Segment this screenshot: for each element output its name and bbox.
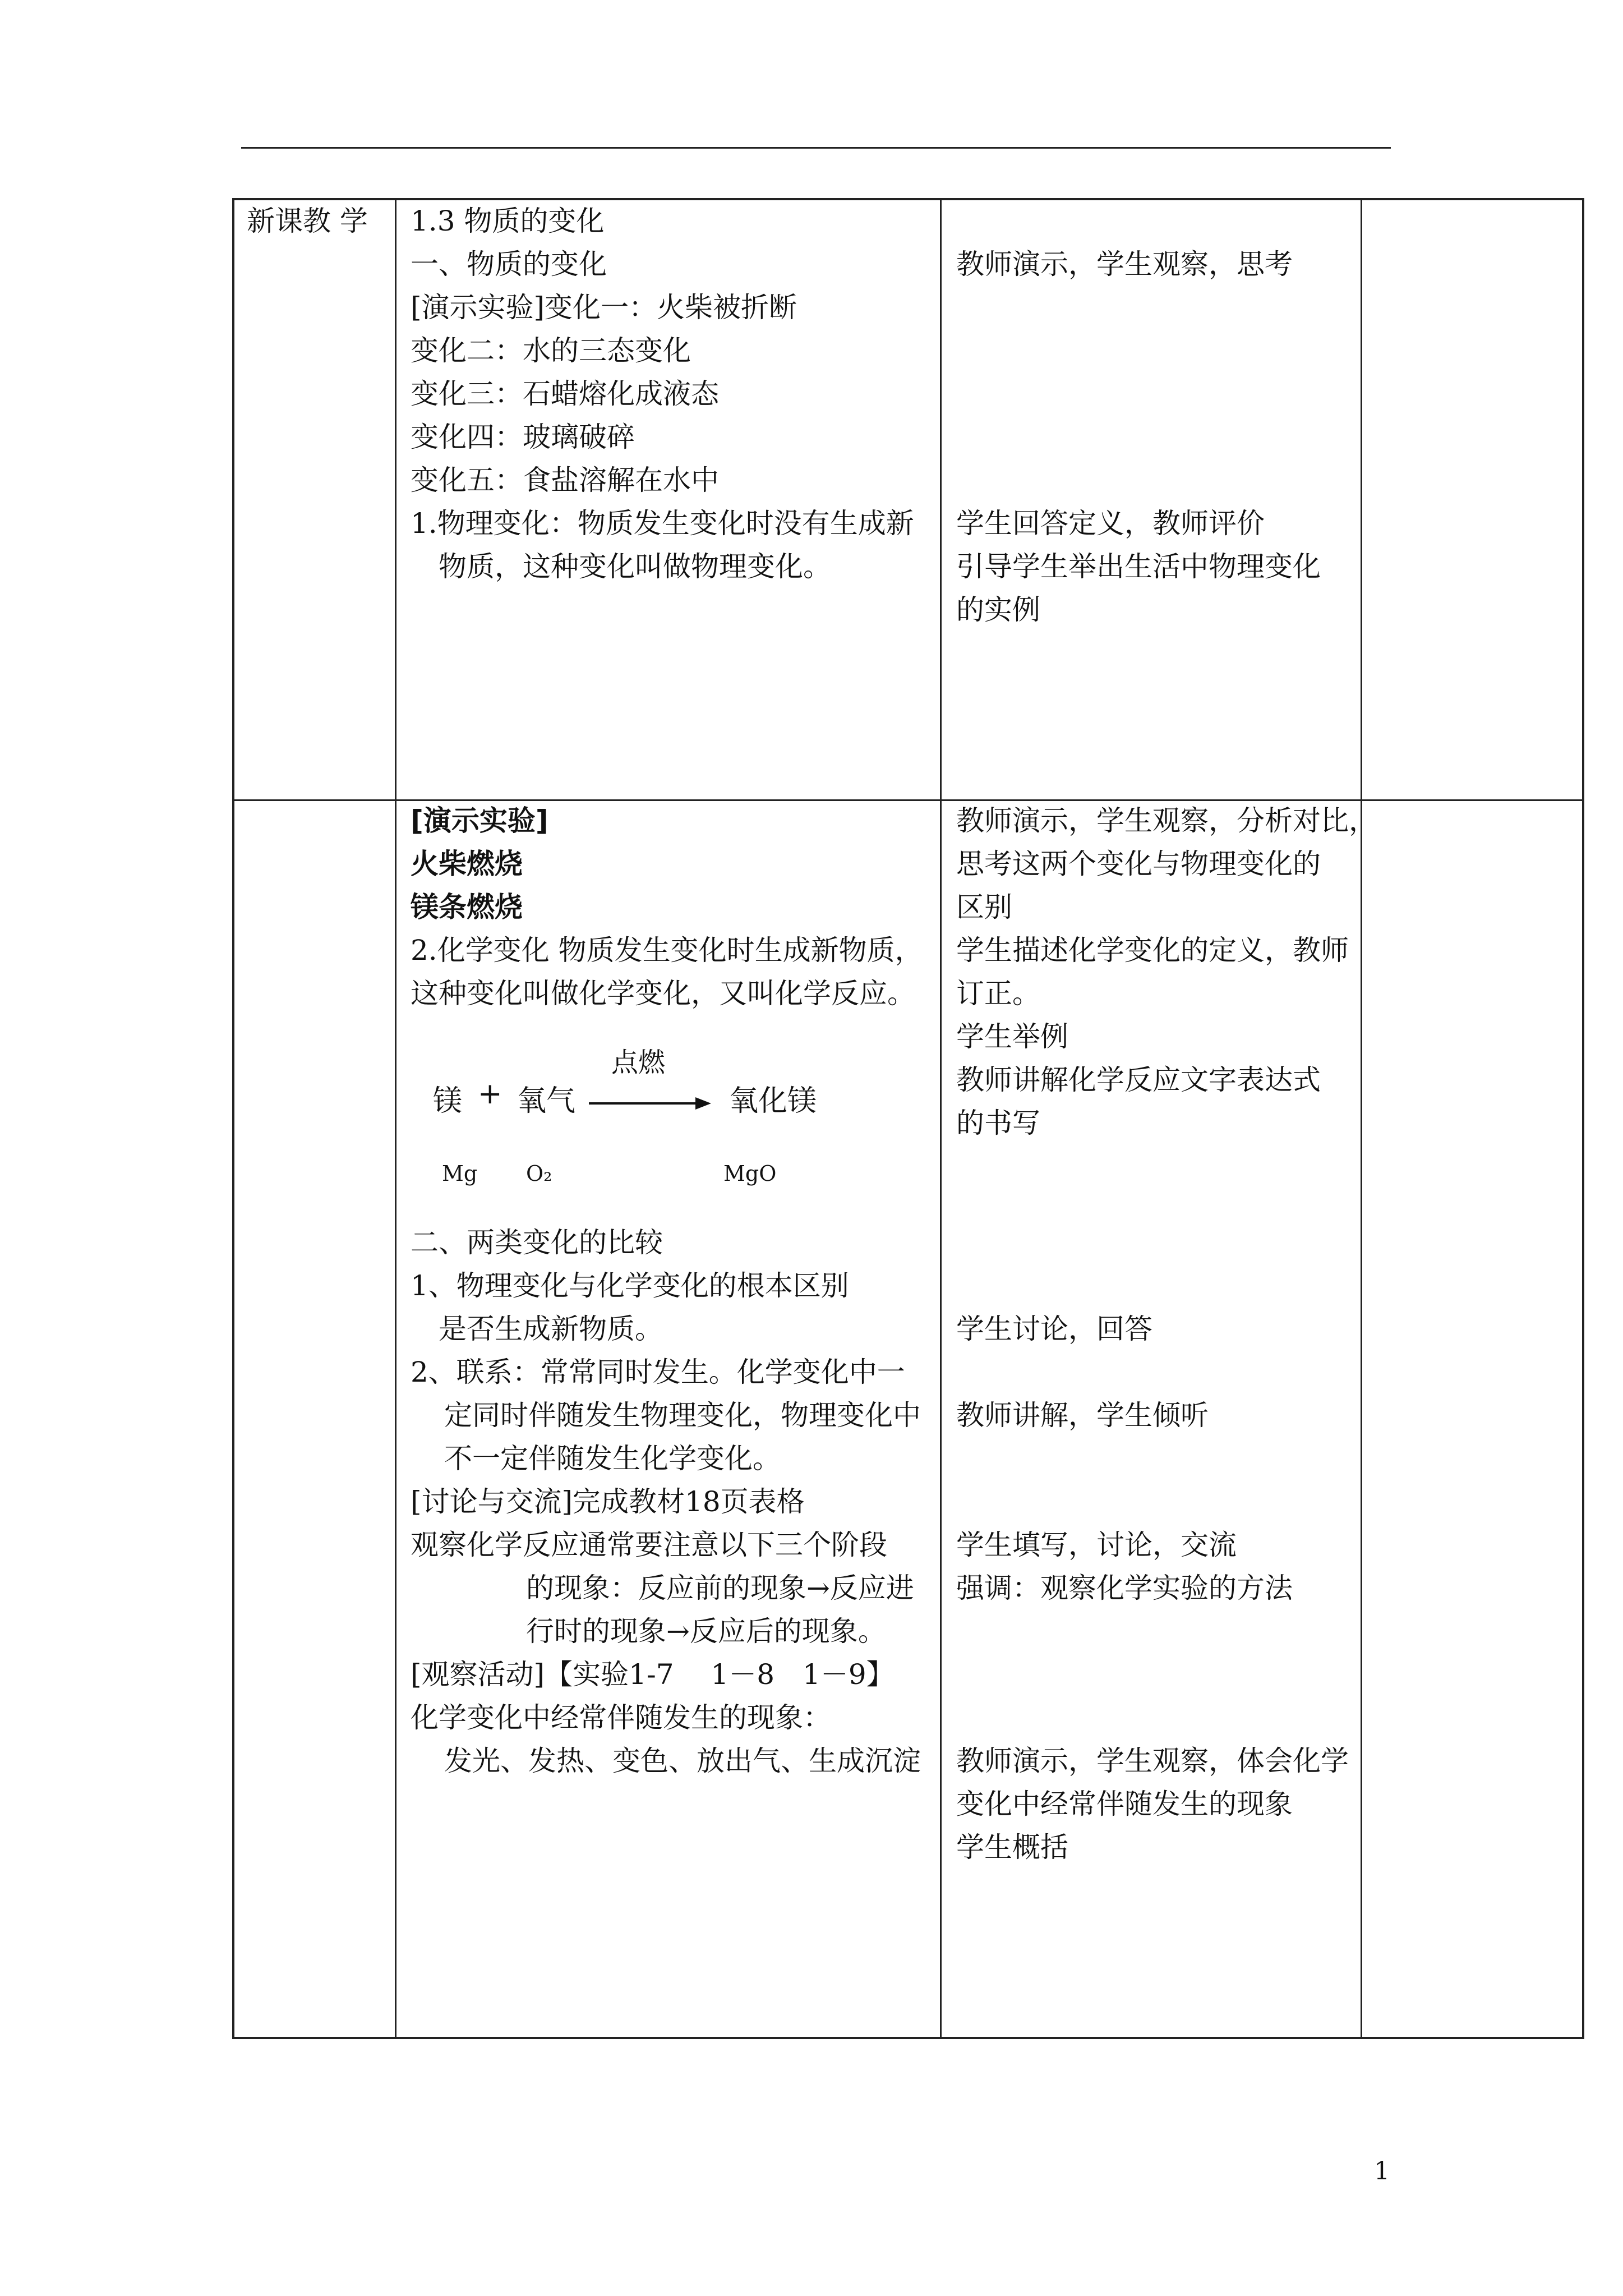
stage-label: 新课教 学: [247, 205, 368, 237]
activity-text: 的书写: [956, 1107, 1040, 1139]
activity-text: 引导学生举出生活中物理变化: [956, 550, 1321, 583]
content-line: 发光、发热、变色、放出气、生成沉淀: [444, 1745, 921, 1777]
activity-text: 区别: [956, 891, 1012, 923]
content-line: 化学变化中经常伴随发生的现象：: [411, 1701, 831, 1734]
content-line: 变化五：食盐溶解在水中: [411, 464, 719, 496]
content-line: 不一定伴随发生化学变化。: [444, 1442, 781, 1475]
content-line: 定同时伴随发生物理变化，物理变化中: [444, 1399, 921, 1432]
activity-text: 教师讲解化学反应文字表达式: [956, 1064, 1321, 1096]
reaction-arrow-icon: [589, 1095, 712, 1112]
reactant-oxygen: 氧气: [517, 1084, 576, 1118]
header-rule: [241, 147, 1391, 149]
activity-block: [956, 502, 1321, 632]
definition-line: 1.物理变化：物质发生变化时没有生成新: [411, 507, 914, 540]
content-line: 是否生成新物质。: [439, 1313, 663, 1345]
content-line: 变化四：玻璃破碎: [411, 421, 635, 453]
word-equation: [433, 1043, 938, 1206]
activity-text: 强调：观察化学实验的方法: [956, 1572, 1293, 1604]
demo-heading: [演示实验]: [411, 804, 548, 837]
content-line: 变化二：水的三态变化: [411, 334, 691, 367]
definition-line: 这种变化叫做化学变化，又叫化学反应。: [411, 977, 915, 1010]
content-line: 2、联系：常常同时发生。化学变化中一: [411, 1356, 905, 1388]
activity-text: 学生填写，讨论，交流: [956, 1529, 1237, 1561]
row2-content-top: [411, 799, 923, 1015]
section-title: 1.3 物质的变化: [411, 205, 605, 237]
content-line: 行时的现象→反应后的现象。: [526, 1615, 886, 1648]
activity-block: [956, 799, 1377, 1145]
definition-line: 物质，这种变化叫做物理变化。: [439, 550, 831, 583]
row2-content-bottom: [411, 1221, 921, 1783]
activity-text: 教师演示，学生观察，分析对比，: [956, 804, 1377, 837]
content-line: [观察活动]【实验1-7 1－8 1－9】: [411, 1658, 895, 1691]
row1-content: [411, 200, 914, 588]
symbol-o2: O₂: [526, 1161, 552, 1186]
activity-text: 学生举例: [956, 1020, 1068, 1053]
activity-block: [956, 1740, 1349, 1869]
column-divider: [940, 200, 942, 2037]
demo-item: 火柴燃烧: [411, 848, 523, 880]
activity-text: 教师演示，学生观察，思考: [956, 248, 1293, 280]
demo-item: 镁条燃烧: [411, 891, 523, 923]
activity-text: 教师演示，学生观察，体会化学: [956, 1745, 1349, 1777]
content-line: 1、物理变化与化学变化的根本区别: [411, 1269, 849, 1302]
activity-text: 教师讲解，学生倾听: [956, 1399, 1209, 1432]
plus-sign: +: [478, 1077, 502, 1111]
symbol-mgo: MgO: [723, 1161, 777, 1186]
activity-block: [956, 1524, 1293, 1610]
content-line: 一、物质的变化: [411, 248, 607, 280]
activity-text: 的实例: [956, 593, 1040, 626]
section-title: 二、两类变化的比较: [411, 1226, 663, 1259]
reaction-condition: 点燃: [611, 1047, 666, 1078]
product-magnesium-oxide: 氧化镁: [729, 1084, 817, 1118]
activity-text: 学生回答定义，教师评价: [956, 507, 1265, 540]
reactant-magnesium: 镁: [433, 1084, 463, 1118]
column-divider: [395, 200, 396, 2037]
content-line: [演示实验]变化一：火柴被折断: [411, 291, 797, 324]
activity-text: 变化中经常伴随发生的现象: [956, 1788, 1293, 1820]
activity-text: 学生讨论，回答: [956, 1313, 1152, 1345]
activity-text: 思考这两个变化与物理变化的: [956, 848, 1321, 880]
content-line: 变化三：石蜡熔化成液态: [411, 378, 719, 410]
symbol-mg: Mg: [442, 1161, 478, 1186]
activity-text: 学生描述化学变化的定义，教师: [956, 934, 1349, 967]
activity-text: 订正。: [956, 977, 1040, 1010]
content-line: 的现象：反应前的现象→反应进: [526, 1572, 914, 1604]
activity-text: 学生概括: [956, 1831, 1068, 1864]
content-line: 观察化学反应通常要注意以下三个阶段: [411, 1529, 887, 1561]
page-number: 1: [1374, 2157, 1390, 2185]
definition-line: 2.化学变化 物质发生变化时生成新物质，: [411, 934, 923, 967]
content-line: [讨论与交流]完成教材18页表格: [411, 1485, 805, 1518]
